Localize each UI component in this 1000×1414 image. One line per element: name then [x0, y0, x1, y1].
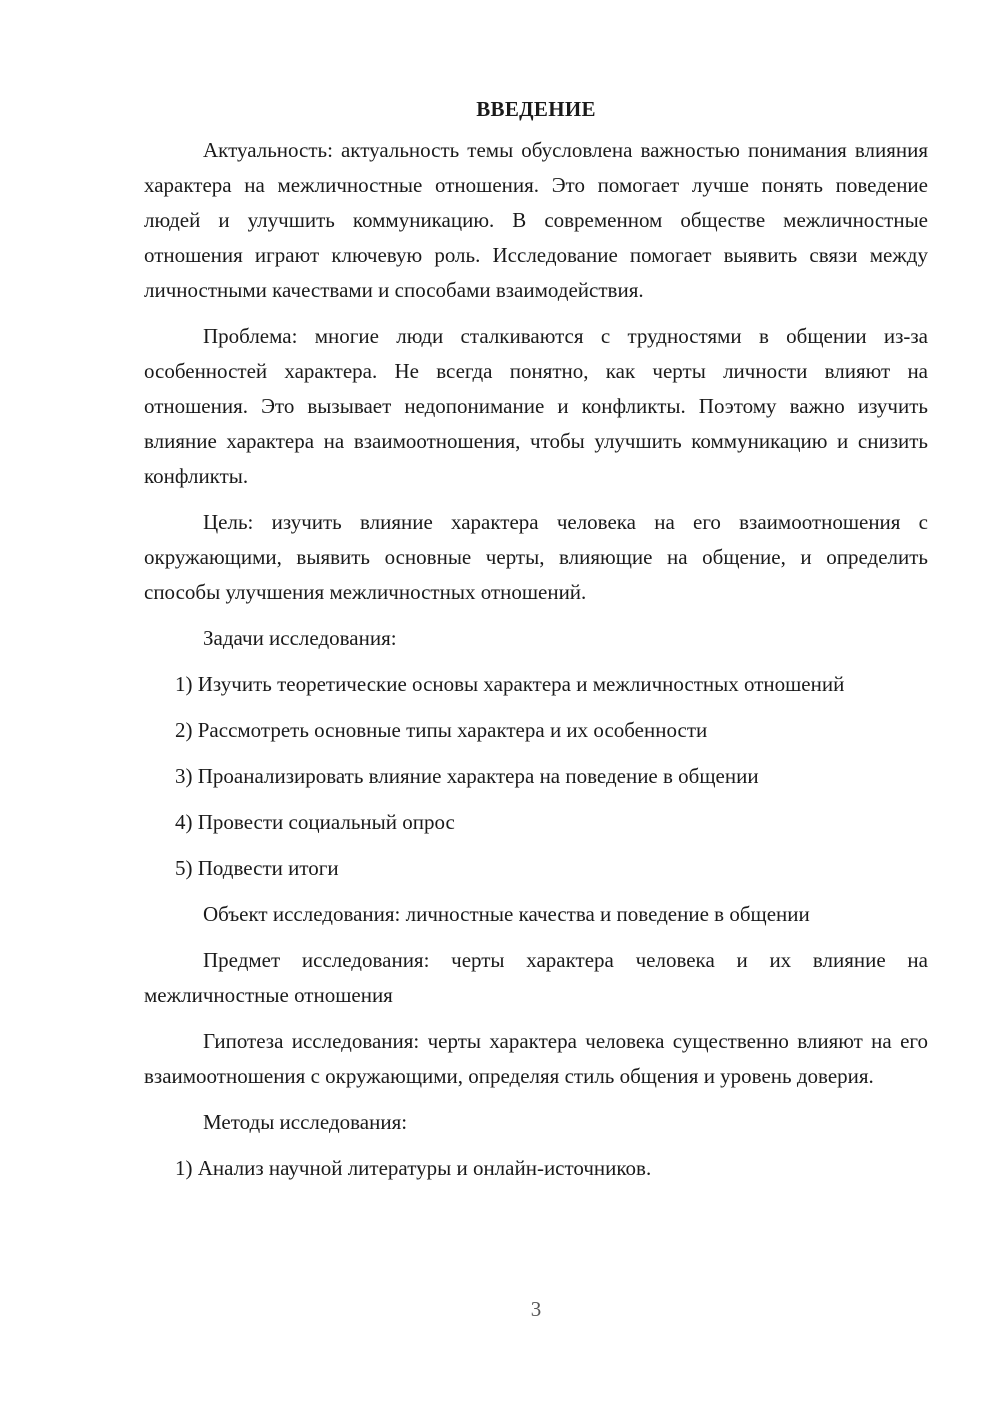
subject-paragraph: Предмет исследования: черты характера человека и их влияние на межличностные отношения [144, 948, 928, 1007]
document-page [144, 92, 928, 1197]
object-paragraph: Объект исследования: личностные качества и поведение в общении [203, 902, 810, 926]
task-item-1: 1) Изучить теоретические основы характера и межличностных отношений [175, 672, 845, 696]
task-item-4: 4) Провести социальный опрос [175, 810, 455, 834]
problem-paragraph: Проблема: многие люди сталкиваются с трудностями в общении из-за особенностей характера. Не всегда понятно, как черты личности влияют на отношения. Это вызывает недопонимание и конфликты. Поэтому важно изучить влияние характера на взаимоотношения, чтобы улучшить коммуникацию и снизить конфликты. [144, 324, 928, 488]
methods-heading: Методы исследования: [203, 1110, 408, 1134]
task-item-2: 2) Рассмотреть основные типы характера и их особенности [175, 718, 708, 742]
task-item-5: 5) Подвести итоги [175, 856, 339, 880]
method-item-1: 1) Анализ научной литературы и онлайн-источников. [175, 1156, 652, 1180]
hypothesis-paragraph: Гипотеза исследования: черты характера человека существенно влияют на его взаимоотношения с окружающими, определяя стиль общения и уровень доверия. [144, 1029, 928, 1088]
task-item-3: 3) Проанализировать влияние характера на поведение в общении [175, 764, 759, 788]
section-title: ВВЕДЕНИЕ [476, 97, 596, 121]
page-number: 3 [530, 1297, 542, 1321]
relevance-paragraph: Актуальность: актуальность темы обусловлена важностью понимания влияния характера на межличностные отношения. Это помогает лучше понять поведение людей и улучшить коммуникацию. В современном обществе межличностные отношения играют ключевую роль. Исследование помогает выявить связи между личностными качествами и способами взаимодействия. [144, 138, 928, 302]
tasks-heading: Задачи исследования: [203, 626, 397, 650]
goal-paragraph: Цель: изучить влияние характера человека на его взаимоотношения с окружающими, выявить основные черты, влияющие на общение, и определить способы улучшения межличностных отношений. [144, 510, 928, 604]
